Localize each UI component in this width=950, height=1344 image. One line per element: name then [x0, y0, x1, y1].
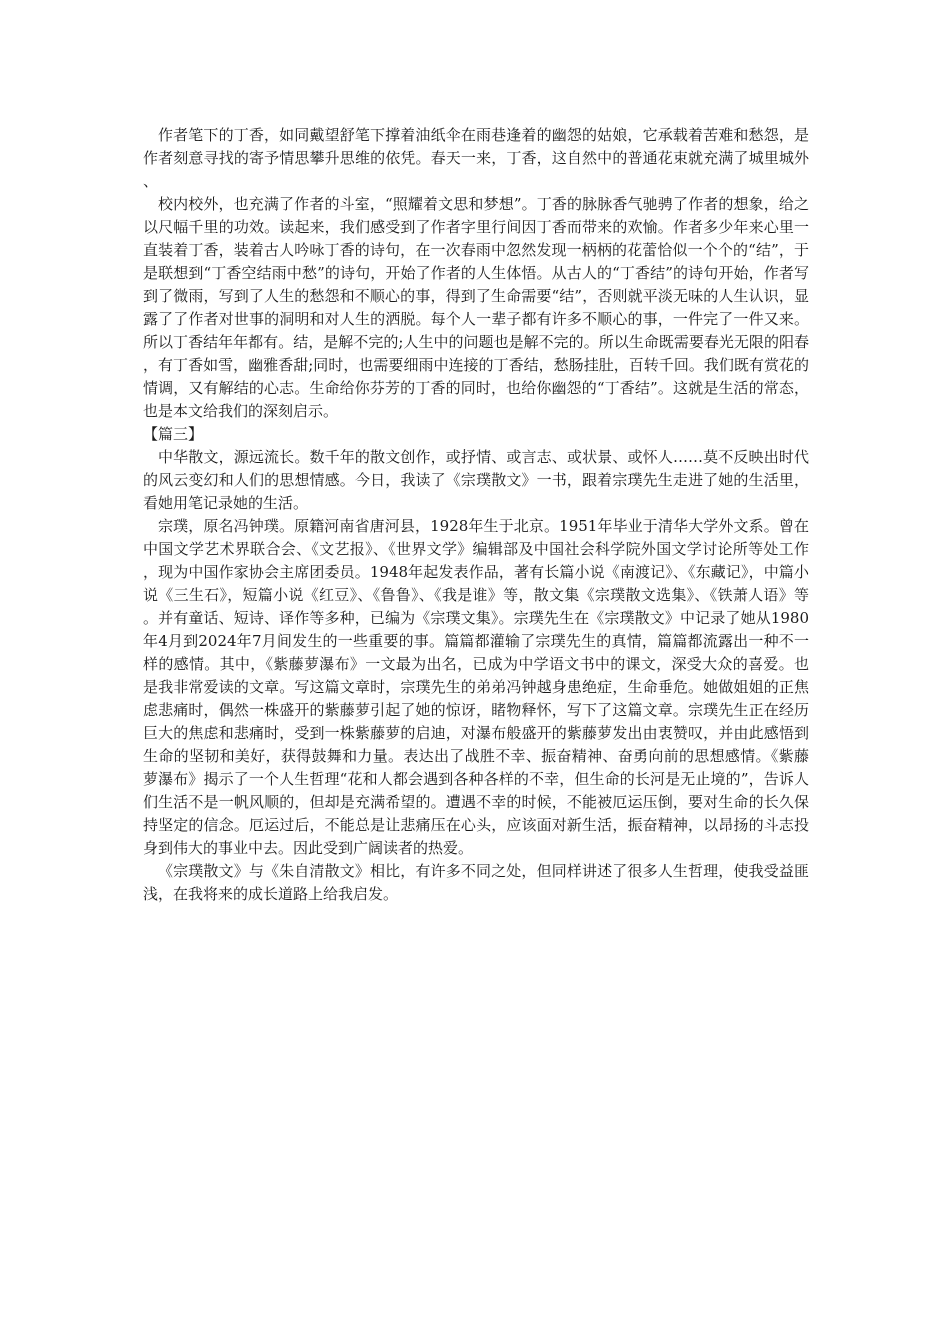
- paragraph-lilac-analysis: 校内校外，也充满了作者的斗室，“照耀着文思和梦想”。丁香的脉脉香气驰骋了作者的想象，给之以尺幅千里的功效。读起来，我们感受到了作者字里行间因丁香而带来的欢愉。作者多少年来心里一直装着丁香，装着古人吟咏丁香的诗句，在一次春雨中忽然发现一柄柄的花蕾恰似一个个的“结”，于是联想到“丁香空结雨中愁”的诗句，开始了作者的人生体悟。从古人的“丁香结”的诗句开始，作者写到了微雨，写到了人生的愁怨和不顺心的事，得到了生命需要“结”，否则就平淡无味的人生认识，显露了了作者对世事的洞明和对人生的洒脱。每个人一辈子都有许多不顺心的事，一件完了一件又来。所以丁香结年年都有。结，是解不完的;人生中的问题也是解不完的。所以生命既需要春光无限的阳春，有丁香如雪，幽雅香甜;同时，也需要细雨中连接的丁香结，愁肠挂肚，百转千回。我们既有赏花的情调，又有解结的心志。生命给你芬芳的丁香的同时，也给你幽怨的“丁香结”。这就是生活的常态，也是本文给我们的深刻启示。: [143, 195, 809, 420]
- paragraph-conclusion: 《宗璞散文》与《朱自清散文》相比，有许多不同之处，但同样讲述了很多人生哲理，使我受益匪浅，在我将来的成长道路上给我启发。: [143, 862, 809, 903]
- paragraph-lilac-intro: 作者笔下的丁香，如同戴望舒笔下撑着油纸伞在雨巷逢着的幽怨的姑娘，它承载着苦难和愁怨，是作者刻意寻找的寄予情思攀升思维的依凭。春天一来，丁香，这自然中的普通花束就充满了城里城外、: [143, 126, 809, 190]
- document-body: [143, 124, 809, 906]
- paragraph-prose-intro: 中华散文，源远流长。数千年的散文创作，或抒情、或言志、或状景、或怀人……莫不反映出时代的风云变幻和人们的思想情感。今日，我读了《宗璞散文》一书，跟着宗璞先生走进了她的生活里，看她用笔记录她的生活。: [143, 448, 809, 512]
- section-heading: 【篇三】: [143, 425, 204, 443]
- paragraph-zongpu-bio: 宗璞，原名冯钟璞。原籍河南省唐河县，1928年生于北京。1951年毕业于清华大学外文系。曾在中国文学艺术界联合会、《文艺报》、《世界文学》编辑部及中国社会科学院外国文学讨论所等处工作，现为中国作家协会主席团委员。1948年起发表作品，著有长篇小说《南渡记》、《东藏记》，中篇小说《三生石》，短篇小说《红豆》、《鲁鲁》、《我是谁》等，散文集《宗璞散文选集》、《铁萧人语》等。并有童话、短诗、译作等多种，已编为《宗璞文集》。宗璞先生在《宗璞散文》中记录了她从1980年4月到2024年7月间发生的一些重要的事。篇篇都灌输了宗璞先生的真情，篇篇都流露出一种不一样的感情。其中，《紫藤萝瀑布》一文最为出名，已成为中学语文书中的课文，深受大众的喜爱。也是我非常爱读的文章。写这篇文章时，宗璞先生的弟弟冯钟越身患绝症，生命垂危。她做姐姐的正焦虑悲痛时，偶然一株盛开的紫藤萝引起了她的惊讶，睹物释怀，写下了这篇文章。宗璞先生正在经历巨大的焦虑和悲痛时，受到一株紫藤萝的启迪，对瀑布般盛开的紫藤萝发出由衷赞叹，并由此感悟到生命的坚韧和美好，获得鼓舞和力量。表达出了战胜不幸、振奋精神、奋勇向前的思想感情。《紫藤萝瀑布》揭示了一个人生哲理“花和人都会遇到各种各样的不幸，但生命的长河是无止境的”，告诉人们生活不是一帆风顺的，但却是充满希望的。遭遇不幸的时候，不能被厄运压倒，要对生命的长久保持坚定的信念。厄运过后，不能总是让悲痛压在心头，应该面对新生活，振奋精神，以昂扬的斗志投身到伟大的事业中去。因此受到广阔读者的热爱。: [143, 517, 809, 857]
